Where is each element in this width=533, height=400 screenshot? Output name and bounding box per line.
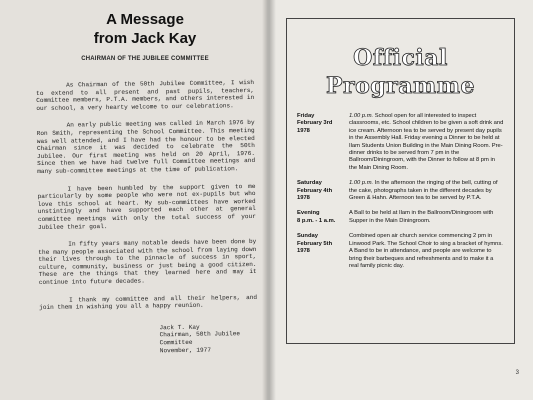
event-description xyxy=(349,113,504,172)
page-number: 3 xyxy=(515,370,519,376)
letter-body xyxy=(36,79,258,356)
right-page xyxy=(268,0,533,400)
event-description xyxy=(349,180,504,202)
letter-paragraph-5: I thank my committee and all their helpers, and join them in wishing you all a happy reunion. xyxy=(39,293,258,312)
programme-event-sunday xyxy=(297,233,504,270)
programme-event-saturday xyxy=(297,180,504,202)
message-title-line1: A Message xyxy=(106,11,184,28)
event-date: Evening 8 p.m. - 1 a.m. xyxy=(297,210,336,224)
message-subtitle: CHAIRMAN OF THE JUBILEE COMMITTEE xyxy=(81,56,209,62)
letter-signature: Jack T. Kay Chairman, 50th Jubilee Committee November, 1977 xyxy=(159,323,241,354)
letter-paragraph-2: An early public meeting was called in March 1976 by Ron Smith, representing the School Committee. This meeting was well attended, and I have had the honour to be elected Chairman since it was decided to celebrate the 50th Jubilee. Our first meeting was held on 20 April, 1976. Since then we have had twelve full Committee meetings and many sub-committee meetings at the time of publication. xyxy=(36,119,256,175)
event-text: In the afternoon the ringing of the bell, cutting of the cake, photographs taken in the different decades by Green & Hahn. Afternoon tea to be served by P.T.A. xyxy=(349,180,498,202)
event-description xyxy=(349,210,504,225)
event-date: Sunday February 5th 1978 xyxy=(297,233,333,255)
event-time: 1.00 p.m. xyxy=(349,113,374,119)
event-time: 1.00 p.m. xyxy=(349,180,374,187)
letter-paragraph-3: I have been humbled by the support given to me particularly by some people who were not ex-pupils but who love this school at heart. My sub-committees have worked unstintingly and have supported each other at general committee meetings with only the total success of your Jubilee their goal. xyxy=(37,182,256,231)
programme-frame xyxy=(286,18,515,344)
event-date: Saturday February 4th 1978 xyxy=(297,180,333,202)
event-date: Friday February 3rd 1978 xyxy=(297,113,333,134)
letter-paragraph-4: In fifty years many notable deeds have been done by the many people associated with the school from laying down their lives through to the pinnacle of success in sport, culture, community, business or just being a good citizen. These are the things that they learned here and may it continue into future decades. xyxy=(38,238,257,287)
event-text: A Ball to be held at Ilam in the Ballroom/Diningroom with Supper in the Main Diningroom. xyxy=(349,210,494,224)
event-text: School open for all interested to inspect classrooms, etc. School children to be given a soft drink and ice cream. Afternoon tea to be served by present day pupils in the Assembly Hall. Friday evening a Dinner to be held at Ilam Students Union Building in the Main Dining Room. Pre-dinner drinks to be served from 7 pm in the Ballroom/Diningroom, with the Dinner to follow at 8 pm in the Main Dining Room. xyxy=(349,113,504,171)
programme-event-friday xyxy=(297,113,504,172)
programme-title-line2: Programme xyxy=(325,73,476,99)
programme-event-evening xyxy=(297,210,504,225)
letter-paragraph-1: As Chairman of the 50th Jubilee Committee, I wish to extend to all present and past pupils, teachers, Committee members, P.T.A. members, and others interested in our school, a very hearty welcome to our celebrations. xyxy=(36,78,255,112)
event-description xyxy=(349,233,504,270)
message-title-line2: from Jack Kay xyxy=(93,30,197,47)
event-text: Combined open air church service commencing 2 pm in Linwood Park. The School Choir to sing a bracket of hymns. A Band to be in attendance, and people are welcome to bring their barbeques and refreshments and to make it a real family picnic day. xyxy=(349,233,503,269)
programme-title-line1: Official xyxy=(353,45,448,71)
